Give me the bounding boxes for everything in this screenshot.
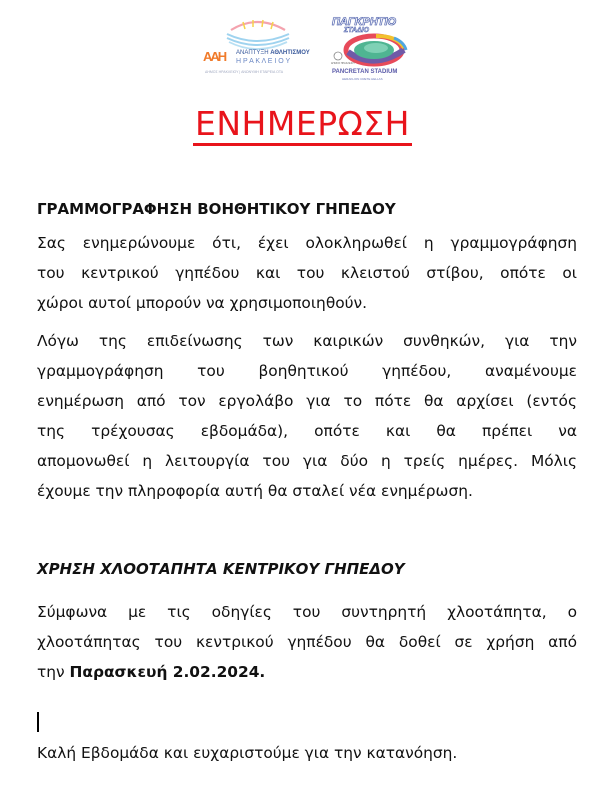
logo-monogram: ΑΑΗ	[203, 49, 226, 64]
document-title	[0, 104, 605, 146]
paragraph-line: Σας ενημερώνουμε ότι, έχει ολοκληρωθεί η γραμμογράφηση	[37, 234, 577, 252]
closing-paragraph	[37, 738, 577, 768]
section2-paragraph	[37, 597, 577, 687]
logo-name: PANCRETAN STADIUM	[332, 69, 398, 75]
logo-line1-bold: ΑΘΛΗΤΙΣΜΟΥ	[270, 50, 310, 56]
paragraph-line: γραμμογράφηση του βοηθητικού γηπέδου, αναμένουμε	[37, 362, 577, 380]
logo-anaptyxi-athlitismou	[203, 16, 311, 84]
closing-line: Καλή Εβδομάδα και ευχαριστούμε για την κατανόηση.	[37, 744, 458, 762]
logo-line3: ΔΗΜΟΣ ΗΡΑΚΛΕΙΟΥ | ΑΝΩΝΥΜΗ ΕΤΑΙΡΕΙΑ ΟΤΑ	[205, 70, 284, 74]
section1-heading: ΓΡΑΜΜΟΓΡΑΦΗΣΗ ΒΟΗΘΗΤΙΚΟΥ ΓΗΠΕΔΟΥ	[37, 200, 396, 218]
paragraph-line: Σύμφωνα με τις οδηγίες του συντηρητή χλοοτάπητα, ο	[37, 603, 577, 621]
logo-subtitle: HERAKLION CRETE HELLAS	[342, 77, 383, 81]
logo-line2: Η Ρ Α Κ Λ Ε Ι Ο Υ	[236, 58, 291, 65]
date-highlight: Παρασκευή 2.02.2024.	[69, 663, 266, 681]
date-prefix: την	[37, 663, 70, 681]
logo-title1: ΠΑΓΚΡΗΤΙΟ	[332, 16, 397, 28]
paragraph-last-line	[37, 657, 577, 687]
paragraph-line: χώροι αυτοί μπορούν να χρησιμοποιηθούν.	[37, 294, 368, 312]
logo-title2: ΣΤΑΔΙΟ	[344, 27, 370, 34]
section1-paragraph1	[37, 228, 577, 318]
text-cursor	[37, 712, 39, 732]
header-logos	[0, 14, 605, 86]
logo-seal-text: ΔΗΜΟΣ ΗΡΑΚΛΕΙΟΥ	[331, 62, 355, 65]
paragraph-line: ενημέρωση από τον εργολάβο για το πότε θα αρχίσει (εντός	[37, 392, 577, 410]
section1-paragraph2	[37, 326, 577, 506]
section2-heading: ΧΡΗΣΗ ΧΛΟΟΤΑΠΗΤΑ ΚΕΝΤΡΙΚΟΥ ΓΗΠΕΔΟΥ	[37, 560, 405, 578]
logo-line1	[236, 50, 310, 56]
logo-line1-regular: ΑΝΑΠΤΥΞΗ	[236, 50, 269, 56]
paragraph-line: της τρέχουσας εβδομάδα), οπότε και θα πρέπει να	[37, 422, 577, 440]
paragraph-line: απομονωθεί η λειτουργία του για δύο η τρείς ημέρες. Μόλις	[37, 452, 577, 470]
logo-pancretan-stadium	[328, 14, 410, 86]
seal-icon	[334, 52, 342, 60]
paragraph-line: χλοοτάπητας του κεντρικού γηπέδου θα δοθεί σε χρήση από	[37, 633, 577, 651]
paragraph-line: έχουμε την πληροφορία αυτή θα σταλεί νέα ενημέρωση.	[37, 482, 473, 500]
paragraph-line: του κεντρικού γηπέδου και του κλειστού στίβου, οπότε οι	[37, 264, 577, 282]
paragraph-line: Λόγω της επιδείνωσης των καιρικών συνθηκών, για την	[37, 332, 577, 350]
document-title-text: ΕΝΗΜΕΡΩΣΗ	[193, 105, 412, 146]
